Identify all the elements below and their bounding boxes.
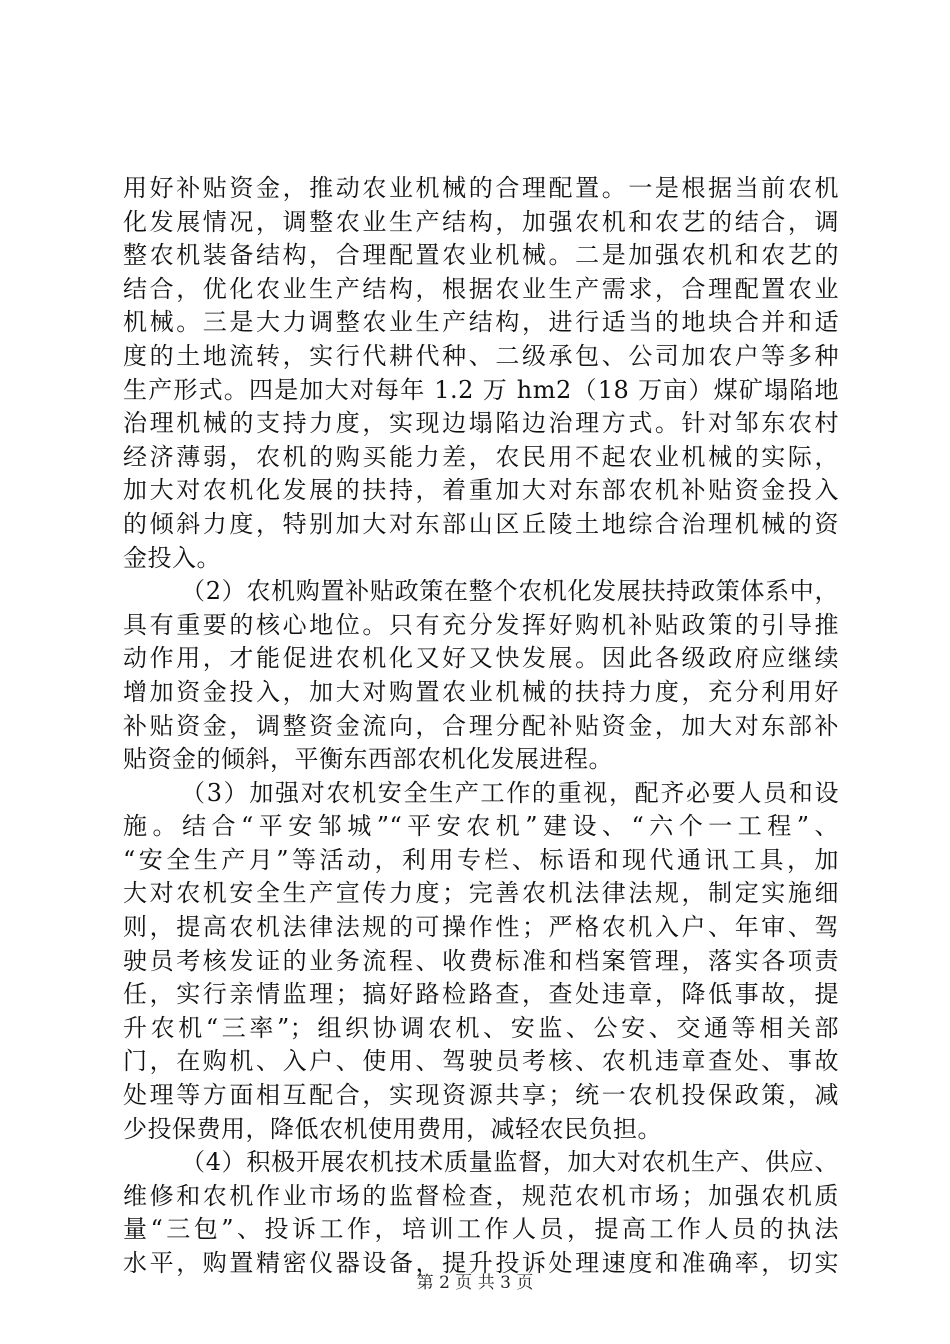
text-line: 升农机“三率”；组织协调农机、安监、公安、交通等相关部 — [123, 1013, 839, 1042]
paragraph — [123, 777, 839, 1147]
text-line: 金投入。 — [123, 543, 221, 572]
text-line: 加大对农机化发展的扶持，着重加大对东部农机补贴资金投入 — [123, 476, 839, 505]
text-line: 具有重要的核心地位。只有充分发挥好购机补贴政策的引导推 — [123, 610, 839, 639]
text-line: 施。结合“平安邹城”“平安农机”建设、“六个一工程”、 — [123, 812, 839, 841]
paragraph — [123, 172, 839, 575]
text-line: 水平，购置精密仪器设备，提升投诉处理速度和准确率，切实 — [123, 1249, 839, 1277]
text-line: 度的土地流转，实行代耕代种、二级承包、公司加农户等多种 — [123, 341, 839, 370]
text-line: 的倾斜力度，特别加大对东部山区丘陵土地综合治理机械的资 — [123, 509, 839, 538]
text-line: 用好补贴资金，推动农业机械的合理配置。一是根据当前农机 — [123, 174, 839, 202]
text-line: 门，在购机、入户、使用、驾驶员考核、农机违章查处、事故 — [123, 1047, 839, 1076]
text-line: 动作用，才能促进农机化又好又快发展。因此各级政府应继续 — [123, 644, 839, 673]
page-number-footer: 第 2 页 共 3 页 — [416, 1273, 534, 1293]
text-line: 量“三包”、投诉工作，培训工作人员，提高工作人员的执法 — [123, 1215, 839, 1244]
text-line: 增加资金投入，加大对购置农业机械的扶持力度，充分利用好 — [123, 677, 839, 706]
text-line: 机械。三是大力调整农业生产结构，进行适当的地块合并和适 — [123, 308, 839, 337]
text-line: 化发展情况，调整农业生产结构，加强农机和农艺的结合，调 — [123, 207, 839, 236]
text-line: 结合，优化农业生产结构，根据农业生产需求，合理配置农业 — [123, 274, 839, 303]
text-line: 则，提高农机法律法规的可操作性；严格农机入户、年审、驾 — [123, 913, 839, 942]
text-line: 处理等方面相互配合，实现资源共享；统一农机投保政策，减 — [123, 1081, 839, 1110]
text-line: 大对农机安全生产宣传力度；完善农机法律法规，制定实施细 — [123, 879, 839, 908]
text-line: 贴资金的倾斜，平衡东西部农机化发展进程。 — [123, 745, 613, 774]
text-line: 经济薄弱，农机的购买能力差，农民用不起农业机械的实际， — [123, 442, 839, 471]
text-line: 少投保费用，降低农机使用费用，减轻农民负担。 — [123, 1114, 662, 1143]
text-line: 整农机装备结构，合理配置农业机械。二是加强农机和农艺的 — [123, 241, 839, 270]
text-line: 驶员考核发证的业务流程、收费标准和档案管理，落实各项责 — [123, 946, 839, 975]
text-line: “安全生产月”等活动，利用专栏、标语和现代通讯工具，加 — [123, 845, 839, 874]
document-body — [123, 172, 839, 1281]
text-line: 补贴资金，调整资金流向，合理分配补贴资金，加大对东部补 — [123, 711, 839, 740]
text-line: （3）加强对农机安全生产工作的重视，配齐必要人员和设 — [181, 778, 839, 807]
text-line: （4）积极开展农机技术质量监督，加大对农机生产、供应、 — [181, 1148, 839, 1177]
paragraph — [123, 575, 839, 777]
paragraph — [123, 1146, 839, 1280]
text-line: 维修和农机作业市场的监督检查，规范农机市场；加强农机质 — [123, 1181, 839, 1210]
text-line: 任，实行亲情监理；搞好路检路查，查处违章，降低事故，提 — [123, 980, 839, 1009]
text-line: 治理机械的支持力度，实现边塌陷边治理方式。针对邹东农村 — [123, 409, 839, 438]
text-line: （2）农机购置补贴政策在整个农机化发展扶持政策体系中， — [181, 577, 839, 606]
text-line: 生产形式。四是加大对每年 1.2 万 hm2（18 万亩）煤矿塌陷地 — [123, 375, 839, 404]
